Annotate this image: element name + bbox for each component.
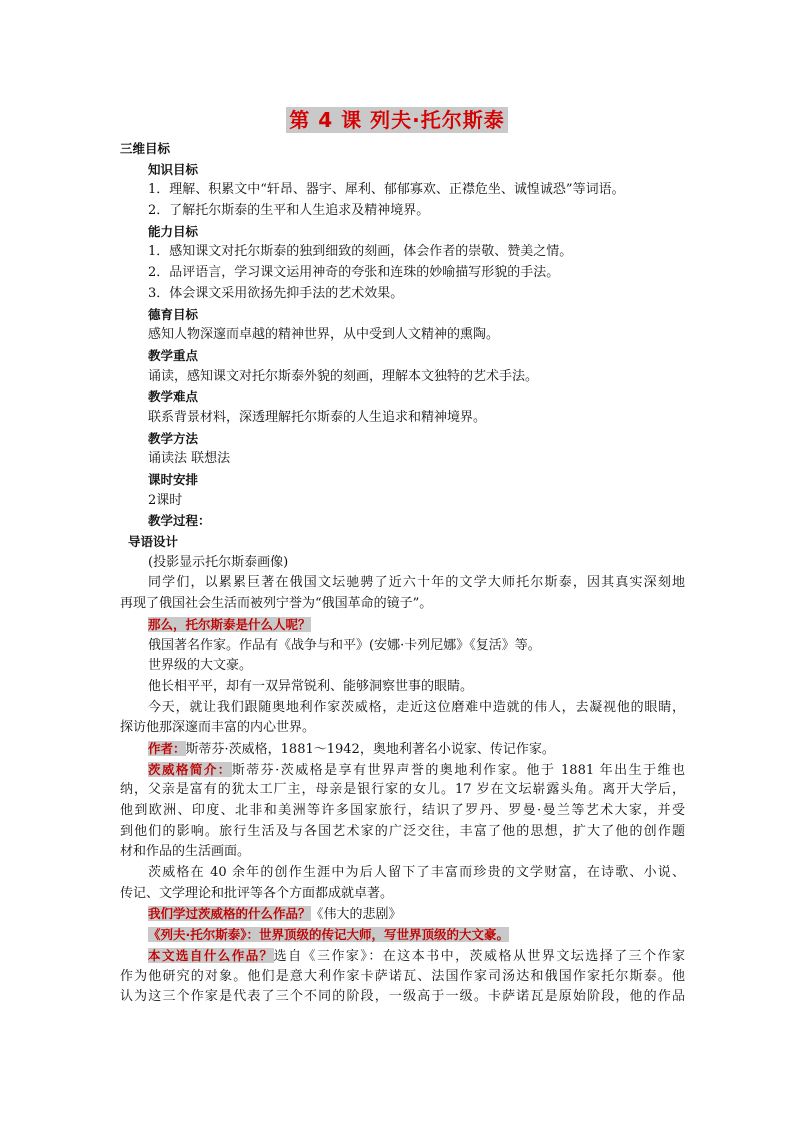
highlighted-question: 本文选自什么作品？	[148, 947, 274, 963]
paragraph-text: 选自《三作家》：在这本书中，茨威格从世界文坛选择了三个作家	[273, 948, 685, 964]
paragraph: 同学们，以累累巨著在俄国文坛驰骋了近六十年的文学大师托尔斯泰，因其真实深刻地	[148, 575, 685, 591]
highlighted-question: 我们学过茨威格的什么作品？	[148, 906, 311, 922]
paragraph: 1．理解、积累文中“轩昂、器宇、犀利、郁郁寡欢、正襟危坐、诚惶诚恐”等词语。	[148, 182, 625, 198]
question-line	[120, 904, 685, 925]
highlighted-label: 作者：	[148, 740, 186, 756]
paragraph: 作为他研究的对象。他们是意大利作家卡萨诺瓦、法国作家司汤达和俄国作家托尔斯泰。他	[120, 968, 685, 984]
paragraph: 诵读法 联想法	[148, 451, 231, 467]
paragraph: 他到欧洲、印度、北非和美洲等许多国家旅行，结识了罗丹、罗曼·曼兰等艺术大家，并受	[120, 803, 685, 818]
paragraph: 到他们的影响。旅行生活及与各国艺术家的广泛交往，丰富了他的思想，扩大了他的创作题	[120, 823, 685, 839]
highlighted-statement: 《列夫·托尔斯泰》：世界顶级的传记大师，写世界顶级的大文豪。	[148, 927, 509, 943]
paragraph: 1．感知课文对托尔斯泰的独到细致的刻画，体会作者的崇敬、赞美之情。	[148, 244, 573, 260]
subheading: 导语设计	[128, 534, 179, 550]
author-text: 斯蒂芬·茨威格，1881～1942，奥地利著名小说家、传记作家。	[185, 741, 555, 757]
paragraph: 2课时	[148, 492, 183, 508]
paragraph: 2．品评语言，学习课文运用神奇的夸张和连珠的妙喻描写形貌的手法。	[148, 265, 560, 281]
paragraph: 感知人物深邃而卓越的精神世界，从中受到人文精神的熏陶。	[148, 327, 500, 343]
answer-text: 《伟大的悲剧》	[310, 907, 402, 923]
paragraph: 3．体会课文采用欲扬先抑手法的艺术效果。	[148, 285, 404, 301]
subheading: 教学过程：	[148, 513, 211, 529]
paragraph: 联系背景材料，深透理解托尔斯泰的人生追求和精神境界。	[148, 409, 487, 425]
paragraph: 俄国著名作家。作品有《战争与和平》(安娜·卡列尼娜》《复活》等。	[148, 637, 541, 653]
subheading: 课时安排	[148, 472, 199, 487]
highlighted-label: 茨威格简介：	[148, 761, 232, 777]
subheading: 教学重点	[148, 347, 199, 363]
paragraph: 探访他那深邃而丰富的内心世界。	[120, 720, 316, 736]
paragraph: 认为这三个作家是代表了三个不同的阶段，一级高于一级。卡萨诺瓦是原始阶段，他的作品	[120, 989, 685, 1005]
paragraph: 2．了解托尔斯泰的生平和人生追求及精神境界。	[148, 203, 430, 219]
paragraph-text: 斯蒂芬·茨威格是享有世界声誉的奥地利作家。他于 1881 年出生于维也	[231, 762, 685, 778]
paragraph: 今天，就让我们跟随奥地利作家茨威格，走近这位磨难中造就的伟人，去凝视他的眼睛，	[148, 699, 685, 715]
zweig-intro-line	[120, 760, 685, 781]
subheading: 知识目标	[148, 161, 199, 177]
paragraph: 材和作品的生活画面。	[120, 844, 251, 860]
paragraph: 世界级的大文豪。	[148, 658, 253, 674]
paragraph: 茨威格在 40 余年的创作生涯中为后人留下了丰富而珍贵的文学财富，在诗歌、小说、	[148, 865, 685, 881]
paragraph: (投影显示托尔斯泰画像)	[148, 554, 289, 570]
subheading: 能力目标	[148, 223, 199, 239]
paragraph: 传记、文学理论和批评等各个方面都成就卓著。	[120, 885, 394, 901]
highlighted-question: 那么，托尔斯泰是什么人呢？	[148, 616, 311, 632]
author-line	[120, 739, 685, 760]
paragraph: 他长相平平，却有一双异常锐利、能够洞察世事的眼睛。	[148, 678, 474, 694]
subheading: 德育目标	[148, 306, 199, 322]
paragraph: 纳，父亲是富有的犹太工厂主，母亲是银行家的女儿。17 岁在文坛崭露头角。离开大学后，	[120, 782, 685, 798]
question-line	[120, 946, 685, 967]
section-heading: 三维目标	[120, 141, 171, 156]
lesson-title	[0, 104, 794, 133]
subheading: 教学方法	[148, 430, 199, 446]
lesson-title-text: 第 4 课 列夫·托尔斯泰	[286, 107, 507, 133]
paragraph: 再现了俄国社会生活而被列宁誉为“俄国革命的镜子”。	[120, 596, 433, 612]
paragraph: 诵读，感知课文对托尔斯泰外貌的刻画，理解本文独特的艺术手法。	[148, 368, 539, 384]
document-body	[120, 139, 685, 1008]
subheading: 教学难点	[148, 389, 199, 405]
